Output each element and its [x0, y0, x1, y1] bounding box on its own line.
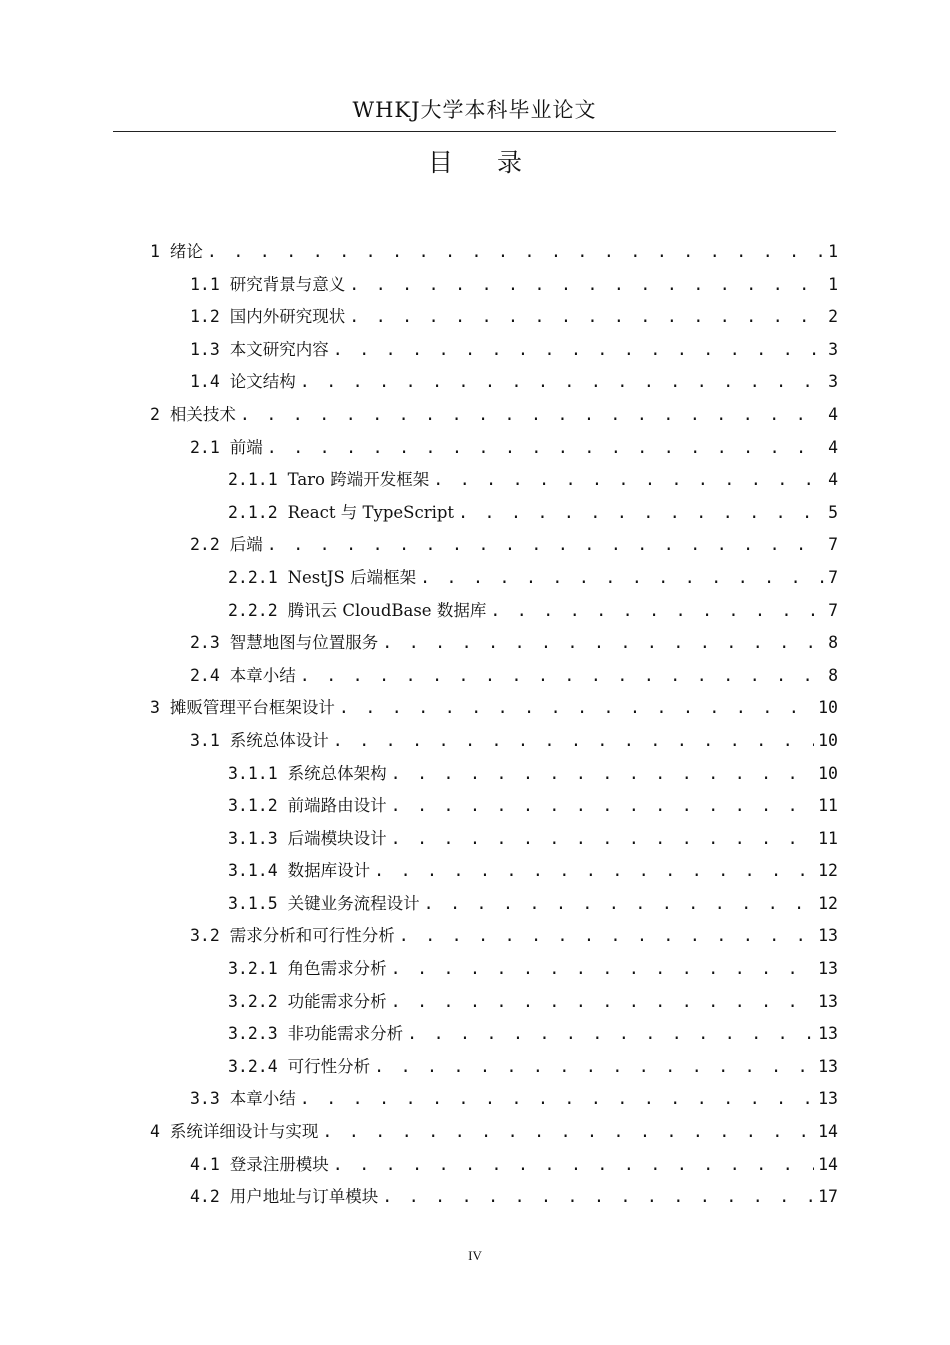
toc-dot-leader: [490, 601, 824, 620]
toc-entry-title: Taro 跨端开发框架: [287, 470, 430, 490]
toc-entry-page: 13: [818, 926, 838, 946]
toc-entry[interactable]: [150, 1020, 838, 1053]
toc-entry[interactable]: [150, 857, 838, 890]
table-of-contents: [150, 238, 838, 1216]
toc-entry[interactable]: [150, 760, 838, 793]
toc-entry-title: 系统总体架构: [287, 763, 387, 783]
toc-entry-number: 2.1.1: [228, 470, 288, 490]
toc-entry-page: 3: [828, 372, 838, 392]
toc-entry-page: 13: [818, 1056, 838, 1076]
toc-entry-page: 8: [828, 665, 838, 685]
toc-dot-leader: [382, 1187, 814, 1206]
toc-entry-page: 3: [828, 339, 838, 359]
toc-dot-leader: [391, 959, 815, 978]
toc-dot-leader: [339, 698, 814, 717]
toc-entry[interactable]: [150, 531, 838, 564]
toc-dot-leader: [391, 829, 815, 848]
toc-dot-leader: [374, 861, 814, 880]
toc-entry-title: 摊贩管理平台框架设计: [169, 698, 335, 718]
toc-dot-leader: [382, 633, 824, 652]
toc-dot-leader: [391, 796, 815, 815]
toc-entry-number: 3.3: [190, 1089, 230, 1109]
toc-entry[interactable]: [150, 988, 838, 1021]
toc-dot-leader: [433, 470, 824, 489]
toc-entry[interactable]: [150, 271, 838, 304]
toc-entry-number: 1.4: [190, 372, 230, 392]
toc-entry-number: 3.2.2: [228, 991, 288, 1011]
toc-entry-number: 2.2.1: [228, 567, 288, 587]
toc-entry-title: 系统总体设计: [229, 730, 329, 750]
toc-entry[interactable]: [150, 792, 838, 825]
toc-entry-title: 本章小结: [229, 1089, 296, 1109]
toc-dot-leader: [420, 568, 824, 587]
toc-dot-leader: [207, 242, 824, 261]
toc-entry-number: 3.1.1: [228, 763, 288, 783]
toc-entry-number: 2.2.2: [228, 600, 288, 620]
toc-entry-page: 4: [828, 437, 838, 457]
toc-entry-page: 11: [818, 828, 838, 848]
toc-entry-title: 后端: [229, 535, 263, 555]
toc-dot-leader: [407, 1024, 814, 1043]
toc-entry-title: 智慧地图与位置服务: [229, 633, 379, 653]
toc-entry-page: 10: [818, 763, 838, 783]
toc-entry[interactable]: [150, 1053, 838, 1086]
toc-entry-number: 2.1: [190, 437, 230, 457]
toc-entry-page: 12: [818, 893, 838, 913]
toc-entry-page: 13: [818, 991, 838, 1011]
toc-entry-title: 前端路由设计: [287, 796, 387, 816]
toc-entry-number: 3.2.4: [228, 1056, 288, 1076]
toc-entry-number: 3.1.2: [228, 796, 288, 816]
toc-dot-leader: [349, 307, 824, 326]
toc-entry[interactable]: [150, 1085, 838, 1118]
page-number: IV: [468, 1248, 482, 1263]
toc-dot-leader: [240, 405, 824, 424]
toc-entry[interactable]: [150, 1118, 838, 1151]
toc-dot-leader: [322, 1122, 814, 1141]
toc-entry-title: 本文研究内容: [229, 339, 329, 359]
toc-entry-page: 2: [828, 307, 838, 327]
toc-entry-title: 后端模块设计: [287, 828, 387, 848]
toc-entry-page: 1: [828, 242, 838, 261]
toc-entry-page: 12: [818, 861, 838, 881]
toc-entry-page: 14: [818, 1122, 838, 1142]
toc-entry-title: NestJS 后端框架: [287, 567, 417, 587]
toc-entry-title: 非功能需求分析: [287, 1024, 404, 1044]
toc-entry-number: 2.2: [190, 535, 230, 555]
toc-entry-page: 13: [818, 1089, 838, 1109]
running-header: WHKJ大学本科毕业论文: [352, 98, 597, 122]
toc-entry[interactable]: [150, 694, 838, 727]
toc-entry[interactable]: [150, 727, 838, 760]
toc-entry-title: 需求分析和可行性分析: [229, 926, 395, 946]
toc-entry[interactable]: [150, 597, 838, 630]
toc-dot-leader: [300, 1089, 814, 1108]
toc-entry[interactable]: [150, 336, 838, 369]
toc-entry-page: 13: [818, 959, 838, 979]
toc-dot-leader: [424, 894, 815, 913]
page-title: 目 录: [428, 148, 540, 177]
toc-dot-leader: [391, 764, 815, 783]
toc-entry-title: 角色需求分析: [287, 959, 387, 979]
toc-entry[interactable]: [150, 303, 838, 336]
toc-entry-number: 1.1: [190, 274, 230, 294]
header-rule: [113, 131, 836, 132]
toc-entry[interactable]: [150, 434, 838, 467]
toc-entry-title: 功能需求分析: [287, 991, 387, 1011]
toc-entry-number: 2.4: [190, 665, 230, 685]
toc-entry-number: 1.2: [190, 307, 230, 327]
toc-dot-leader: [267, 535, 824, 554]
toc-entry[interactable]: [150, 629, 838, 662]
toc-entry-title: 关键业务流程设计: [287, 893, 420, 913]
toc-entry-title: 本章小结: [229, 665, 296, 685]
toc-entry-number: 2.1.2: [228, 502, 288, 522]
toc-dot-leader: [458, 503, 824, 522]
toc-entry-number: 4.1: [190, 1154, 230, 1174]
toc-entry-title: 腾讯云 CloudBase 数据库: [287, 600, 487, 620]
toc-entry-page: 17: [818, 1187, 838, 1207]
toc-entry-title: 数据库设计: [287, 861, 371, 881]
toc-entry-number: 3.1.3: [228, 828, 288, 848]
toc-entry-number: 4.2: [190, 1187, 230, 1207]
toc-entry-page: 13: [818, 1024, 838, 1044]
toc-entry[interactable]: [150, 825, 838, 858]
toc-entry-number: 1.3: [190, 339, 230, 359]
toc-entry-title: 可行性分析: [287, 1056, 371, 1076]
toc-dot-leader: [399, 926, 814, 945]
toc-entry-page: 7: [828, 567, 838, 587]
toc-entry[interactable]: [150, 1183, 838, 1216]
toc-entry-title: 系统详细设计与实现: [169, 1122, 319, 1142]
toc-entry[interactable]: [150, 922, 838, 955]
toc-entry-title: React 与 TypeScript: [287, 502, 455, 522]
toc-entry-title: 用户地址与订单模块: [229, 1187, 379, 1207]
toc-entry-number: 4: [150, 1122, 170, 1142]
toc-dot-leader: [267, 438, 824, 457]
toc-entry-number: 2: [150, 404, 170, 424]
toc-dot-leader: [333, 731, 814, 750]
toc-entry-number: 2.3: [190, 633, 230, 653]
toc-entry-title: 前端: [229, 437, 263, 457]
toc-dot-leader: [391, 992, 815, 1011]
toc-entry-title: 论文结构: [229, 372, 296, 392]
toc-entry-number: 3.2: [190, 926, 230, 946]
toc-entry-number: 3.2.1: [228, 959, 288, 979]
toc-entry-page: 4: [828, 404, 838, 424]
toc-dot-leader: [349, 275, 824, 294]
toc-entry[interactable]: [150, 564, 838, 597]
toc-entry-number: 3.1: [190, 730, 230, 750]
toc-entry[interactable]: [150, 466, 838, 499]
toc-entry-page: 7: [828, 600, 838, 620]
toc-entry-title: 相关技术: [169, 404, 236, 424]
toc-entry-title: 绪论: [169, 242, 203, 261]
toc-entry[interactable]: [150, 890, 838, 923]
toc-entry-page: 14: [818, 1154, 838, 1174]
toc-entry[interactable]: [150, 238, 838, 271]
toc-entry[interactable]: [150, 499, 838, 532]
toc-entry-number: 1: [150, 242, 170, 261]
toc-entry[interactable]: [150, 1151, 838, 1184]
toc-entry-title: 登录注册模块: [229, 1154, 329, 1174]
toc-entry[interactable]: [150, 401, 838, 434]
toc-entry-page: 10: [818, 730, 838, 750]
toc-entry-page: 10: [818, 698, 838, 718]
toc-entry-page: 11: [818, 796, 838, 816]
toc-entry-number: 3.1.4: [228, 861, 288, 881]
toc-entry-page: 5: [828, 502, 838, 522]
toc-entry-page: 4: [828, 470, 838, 490]
toc-entry-page: 8: [828, 633, 838, 653]
toc-entry-number: 3.1.5: [228, 893, 288, 913]
toc-dot-leader: [333, 340, 824, 359]
toc-entry[interactable]: [150, 955, 838, 988]
toc-entry-title: 国内外研究现状: [229, 307, 346, 327]
toc-dot-leader: [300, 666, 824, 685]
toc-entry-page: 1: [828, 274, 838, 294]
toc-dot-leader: [333, 1155, 814, 1174]
toc-entry-page: 7: [828, 535, 838, 555]
toc-entry-title: 研究背景与意义: [229, 274, 346, 294]
toc-dot-leader: [374, 1057, 814, 1076]
toc-entry-number: 3.2.3: [228, 1024, 288, 1044]
toc-entry-number: 3: [150, 698, 170, 718]
toc-entry[interactable]: [150, 368, 838, 401]
toc-dot-leader: [300, 372, 824, 391]
toc-entry[interactable]: [150, 662, 838, 695]
